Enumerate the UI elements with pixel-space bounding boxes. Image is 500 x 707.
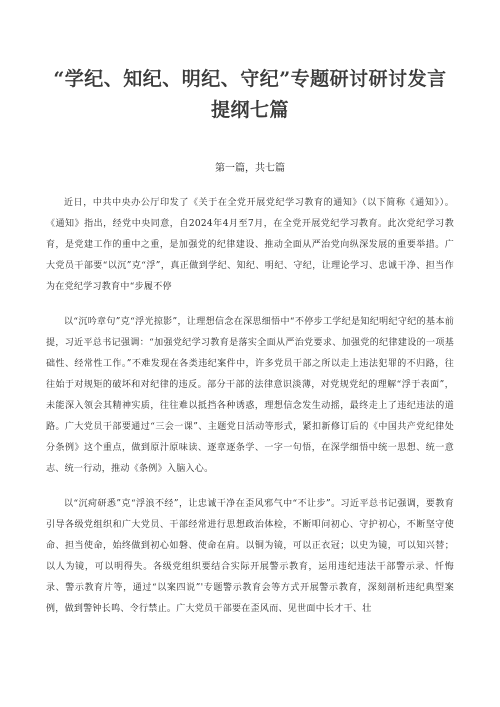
body-paragraph-3: 以“沉疴研悉”克“浮浪不经”，让忠诚干净在歪风邪气中“不让步”。习近平总书记强调，要教育引导各级党组织和广大党员、干部经常进行思想政治体检，不断叩问初心、守护初心，不断坚守使命、担当使命，始终做到初心如磐、使命在肩。以铜为镜，可以正衣冠；以史为镜，可以知兴替；以人为镜，可以明得失。各级党组织要结合实际开展警示教育，运用违纪违法干部警示录、忏悔录、警示教育片等，通过“以案四说”'专题警示教育会等方式开展警示教育，深刻剖析违纪典型案例，做到警钟长鸣、令行禁止。广大党员干部要在歪风而、见世面中长才干、壮 [46, 499, 454, 614]
body-paragraph-2: 以“沉吟章句”克“浮光掠影”，让理想信念在深思细悟中“不停步工学纪是知纪明纪守纪的基本前提，习近平总书记强调：“加强党纪学习教育是落实全面从严治党要求、加强党的纪律建设的一项基础性、经常性工作。”不难发现在各类违纪案件中，许多党员干部之所以走上违法犯罪的不归路，往往始于对规矩的破坏和对纪律的违反。部分干部的法律意识淡薄，对党规党纪的理解“浮于表面”，未能深入领会其精神实质，往往难以抵挡各种诱惑，理想信念发生动摇，最终走上了违纪违法的道路。广大党员干部要通过“三会一课”、主题党日活动等形式，紧扣新修订后的《中国共产党纪律处分条例》这个重点，做到原汁原味读、逐章逐条学、一字一句悟，在深学细悟中统一思想、统一意志、统一行动，推动《条例》入脑入心。 [46, 317, 454, 474]
body-paragraph-1: 近日，中共中央办公厅印发了《关于在全党开展党纪学习教育的通知》（以下简称《通知》）。《通知》指出，经党中央同意，自2024年4月至7月，在全党开展党纪学习教育。此次党纪学习教育，是党建工作的重中之重，是加强党的纪律建设、推动全面从严治党向纵深发展的重要举措。广大党员干部要“以沉”克“浮”，真正做到学纪、知纪、明纪、守纪，让理论学习、忠诚干净、担当作为在党纪学习教育中“步履不停 [46, 198, 454, 292]
document-title: “学纪、知纪、明纪、守纪”专题研讨研讨发言提纲七篇 [53, 68, 447, 121]
section-subtitle: 第一篇，共七篇 [215, 163, 285, 174]
